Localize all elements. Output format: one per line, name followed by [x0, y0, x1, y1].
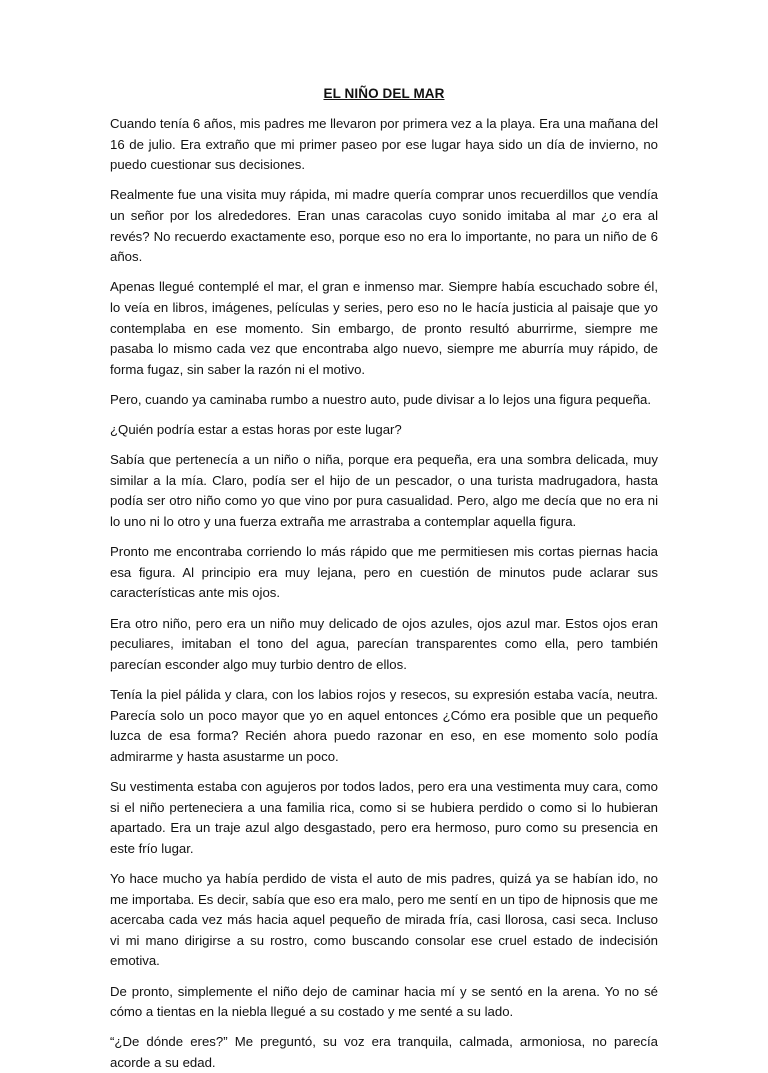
document-title: EL NIÑO DEL MAR — [323, 86, 445, 101]
paragraph-6: Sabía que pertenecía a un niño o niña, porque era pequeña, era una sombra delicada, muy similar a la mía. Claro, podía ser el hijo de un pescador, o una turista madrugadora, hasta podía ser otro niño como yo que vino por pura casualidad. Pero, algo me decía que no era ni lo uno ni lo otro y una fuerza extraña me arrastraba a contemplar aquella figura. — [110, 452, 658, 530]
paragraph-1: Cuando tenía 6 años, mis padres me llevaron por primera vez a la playa. Era una mañana del 16 de julio. Era extraño que mi primer paseo por ese lugar haya sido un día de invierno, no puedo cuestionar sus decisiones. — [110, 116, 658, 173]
paragraph-9: Tenía la piel pálida y clara, con los labios rojos y resecos, su expresión estaba vacía, neutra. Parecía solo un poco mayor que yo en aquel entonces ¿Cómo era posible que un pequeño luzca de esa forma? Recién ahora puedo razonar en eso, en ese momento solo podía admirarme y hasta asustarme un poco. — [110, 687, 658, 764]
paragraph-2: Realmente fue una visita muy rápida, mi madre quería comprar unos recuerdillos que vendía un señor por los alrededores. Eran unas caracolas cuyo sonido imitaba al mar ¿o era al revés? No recuerdo exactamente eso, porque eso no era lo importante, no para un niño de 6 años. — [110, 187, 658, 265]
paragraph-4: Pero, cuando ya caminaba rumbo a nuestro auto, pude divisar a lo lejos una figura pequeña. — [110, 391, 652, 407]
paragraph-8: Era otro niño, pero era un niño muy delicado de ojos azules, ojos azul mar. Estos ojos eran peculiares, imitaban el tono del agua, parecían transparentes como ella, pero también parecían esconder algo muy turbio dentro de ellos. — [110, 615, 658, 672]
paragraph-5: ¿Quién podría estar a estas horas por este lugar? — [110, 422, 402, 438]
paragraph-11: Yo hace mucho ya había perdido de vista el auto de mis padres, quizá ya se habían ido, no me importaba. Es decir, sabía que eso era malo, pero me sentí en un tipo de hipnosis que me acercaba cada vez más hacia aquel pequeño de mirada fría, casi llorosa, casi seca. Incluso vi mi mano dirigirse a su rostro, como buscando consolar ese cruel estado de indecisión emotiva. — [110, 870, 658, 969]
paragraph-7: Pronto me encontraba corriendo lo más rápido que me permitiesen mis cortas piernas hacia esa figura. Al principio era muy lejana, pero en cuestión de minutos pude aclarar sus características ante mis ojos. — [110, 544, 658, 601]
paragraph-3: Apenas llegué contemplé el mar, el gran e inmenso mar. Siempre había escuchado sobre él, lo veía en libros, imágenes, películas y series, pero eso no le hacía justicia al paisaje que yo contemplaba en ese momento. Sin embargo, de pronto resultó aburrirme, siempre me pasaba lo mismo cada vez que encontraba algo nuevo, siempre me aburría muy rápido, de forma fugaz, sin saber la razón ni el motivo. — [110, 279, 658, 377]
paragraph-12: De pronto, simplemente el niño dejo de caminar hacia mí y se sentó en la arena. Yo no sé cómo a tientas en la niebla llegué a su costado y me senté a su lado. — [110, 983, 658, 1020]
paragraph-13: “¿De dónde eres?” Me preguntó, su voz era tranquila, calmada, armoniosa, no parecía acorde a su edad. — [110, 1034, 658, 1070]
paragraph-10: Su vestimenta estaba con agujeros por todos lados, pero era una vestimenta muy cara, como si el niño perteneciera a una familia rica, como si se hubiera perdido o como si lo hubieran apartado. Era un traje azul algo desgastado, pero era hermoso, puro como su presencia en este frío lugar. — [110, 778, 658, 856]
